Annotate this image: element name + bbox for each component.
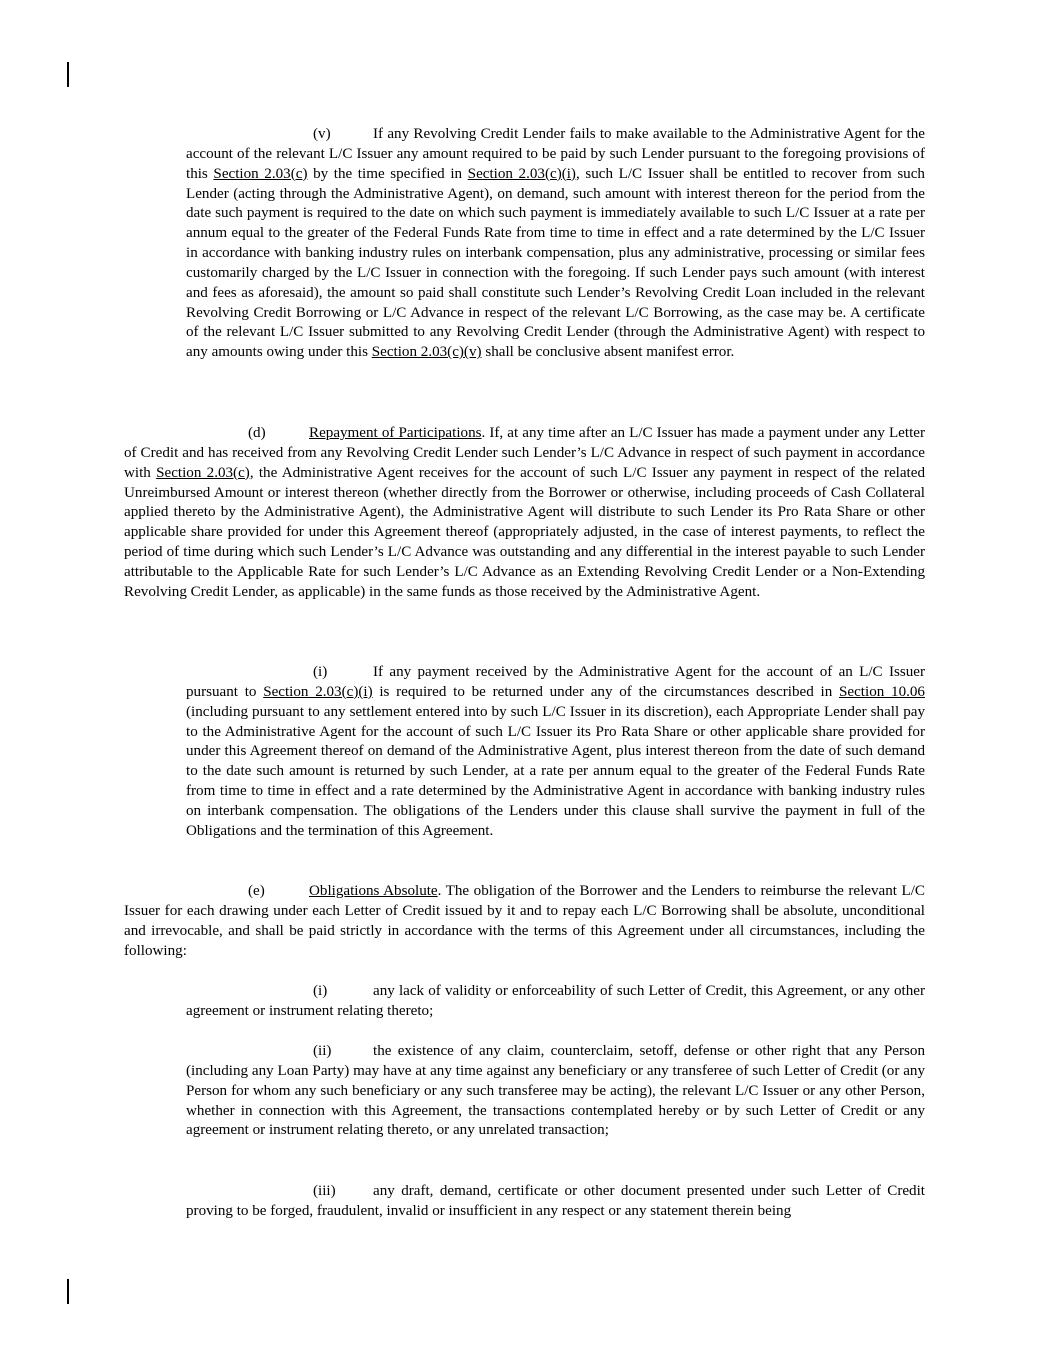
paragraph-text: shall be conclusive absent manifest error. xyxy=(481,344,735,361)
paragraph-e xyxy=(124,882,925,961)
section-reference: Section 2.03(c) xyxy=(213,165,308,182)
section-reference: Section 10.06 xyxy=(839,683,925,700)
paragraph-number: (i) xyxy=(313,664,328,680)
paragraph-e-ii xyxy=(186,1042,925,1141)
paragraph-heading: Repayment of Participations xyxy=(309,425,482,441)
paragraph-d xyxy=(124,424,925,603)
paragraph-number: (e) xyxy=(248,883,265,899)
section-reference: Section 2.03(c) xyxy=(156,464,250,481)
paragraph-text: is required to be returned under any of the circumstances described in xyxy=(372,683,840,700)
paragraph-number: (iii) xyxy=(313,1183,336,1199)
section-reference: Section 2.03(c)(i) xyxy=(467,165,576,182)
paragraph-number: (d) xyxy=(248,425,266,441)
paragraph-number: (v) xyxy=(313,126,331,142)
paragraph-text: , such L/C Issuer shall be entitled to recover from such Lender (acting through the Administrative Agent), on demand, such amount with interest thereon for the period from the date such payment is required to the date on which such payment is immediately available to such L/C Issuer at a rate per annum equal to the greater of the Federal Funds Rate from time to time in effect and a rate determined by the L/C Issuer in accordance with banking industry rules on interbank compensation, plus any administrative, processing or similar fees customarily charged by the L/C Issuer in connection with the foregoing. If such Lender pays such amount (with interest and fees as aforesaid), the amount so paid shall constitute such Lender’s Revolving Credit Loan included in the relevant Revolving Credit Borrowing or L/C Advance in respect of the relevant L/C Borrowing, as the case may be. A certificate of the relevant L/C Issuer submitted to any Revolving Credit Lender (through the Administrative Agent) with respect to any amounts owing under this xyxy=(186,165,925,361)
paragraph-number: (i) xyxy=(313,983,328,999)
section-reference: Section 2.03(c)(i) xyxy=(263,683,373,700)
paragraph-e-iii xyxy=(186,1182,925,1222)
paragraph-heading: Obligations Absolute xyxy=(309,883,438,899)
paragraph-number: (ii) xyxy=(313,1043,332,1059)
paragraph-text: If any payment received by the Administrative Agent for the account of an L/C Issuer pursuant to xyxy=(186,664,925,700)
paragraph-e-i xyxy=(186,982,925,1022)
section-reference: Section 2.03(c)(v) xyxy=(371,344,482,361)
paragraph-text: . The obligation of the Borrower and the Lenders to reimburse the relevant L/C Issuer for each drawing under each Letter of Credit issued by it and to repay each L/C Borrowing shall be absolute, unconditional and irrevocable, and shall be paid strictly in accordance with the terms of this Agreement under all circumstances, including the following: xyxy=(124,883,925,959)
paragraph-text: any draft, demand, certificate or other document presented under such Letter of Credit proving to be forged, fraudulent, invalid or insufficient in any respect or any statement therein being xyxy=(186,1183,925,1219)
paragraph-d-i xyxy=(186,663,925,842)
paragraph-text: any lack of validity or enforceability of such Letter of Credit, this Agreement, or any other agreement or instrument relating thereto; xyxy=(186,983,925,1019)
paragraph-text: the existence of any claim, counterclaim, setoff, defense or other right that any Person (including any Loan Party) may have at any time against any beneficiary or any transferee of such Letter of Credit (or any Person for whom any such beneficiary or any such transferee may be acting), the relevant L/C Issuer or any other Person, whether in connection with this Agreement, the transactions contemplated hereby or by such Letter of Credit or any agreement or instrument relating thereto, or any unrelated transaction; xyxy=(186,1043,925,1139)
change-bar-bottom xyxy=(67,1279,69,1304)
change-bar-top xyxy=(67,62,69,87)
paragraph-text: If any Revolving Credit Lender fails to make available to the Administrative Agent for the account of the relevant L/C Issuer any amount required to be paid by such Lender pursuant to the foregoing provisions of this xyxy=(186,126,925,182)
paragraph-text: . If, at any time after an L/C Issuer has made a payment under any Letter of Credit and has received from any Revolving Credit Lender such Lender’s L/C Advance in respect of such payment in accordance with xyxy=(124,425,925,481)
paragraph-text: , the Administrative Agent receives for the account of such L/C Issuer any payment in respect of the related Unreimbursed Amount or interest thereon (whether directly from the Borrower or otherwise, including proceeds of Cash Collateral applied thereto by the Administrative Agent), the Administrative Agent will distribute to such Lender its Pro Rata Share or other applicable share provided for under this Agreement thereof (appropriately adjusted, in the case of interest payments, to reflect the period of time during which such Lender’s L/C Advance was outstanding and any differential in the interest payable to such Lender attributable to the Applicable Rate for such Lender’s L/C Advance as an Extending Revolving Credit Lender or a Non-Extending Revolving Credit Lender, as applicable) in the same funds as those received by the Administrative Agent. xyxy=(124,464,925,600)
paragraph-text: (including pursuant to any settlement entered into by such L/C Issuer in its discretion), each Appropriate Lender shall pay to the Administrative Agent for the account of such L/C Issuer its Pro Rata Share or other applicable share provided for under this Agreement thereof on demand of the Administrative Agent, plus interest thereon from the date of such demand to the date such amount is returned by such Lender, at a rate per annum equal to the greater of the Federal Funds Rate from time to time in effect and a rate determined by the Administrative Agent in accordance with banking industry rules on interbank compensation. The obligations of the Lenders under this clause shall survive the payment in full of the Obligations and the termination of this Agreement. xyxy=(186,703,925,839)
paragraph-c-v xyxy=(186,125,925,363)
paragraph-text: by the time specified in xyxy=(307,165,468,182)
